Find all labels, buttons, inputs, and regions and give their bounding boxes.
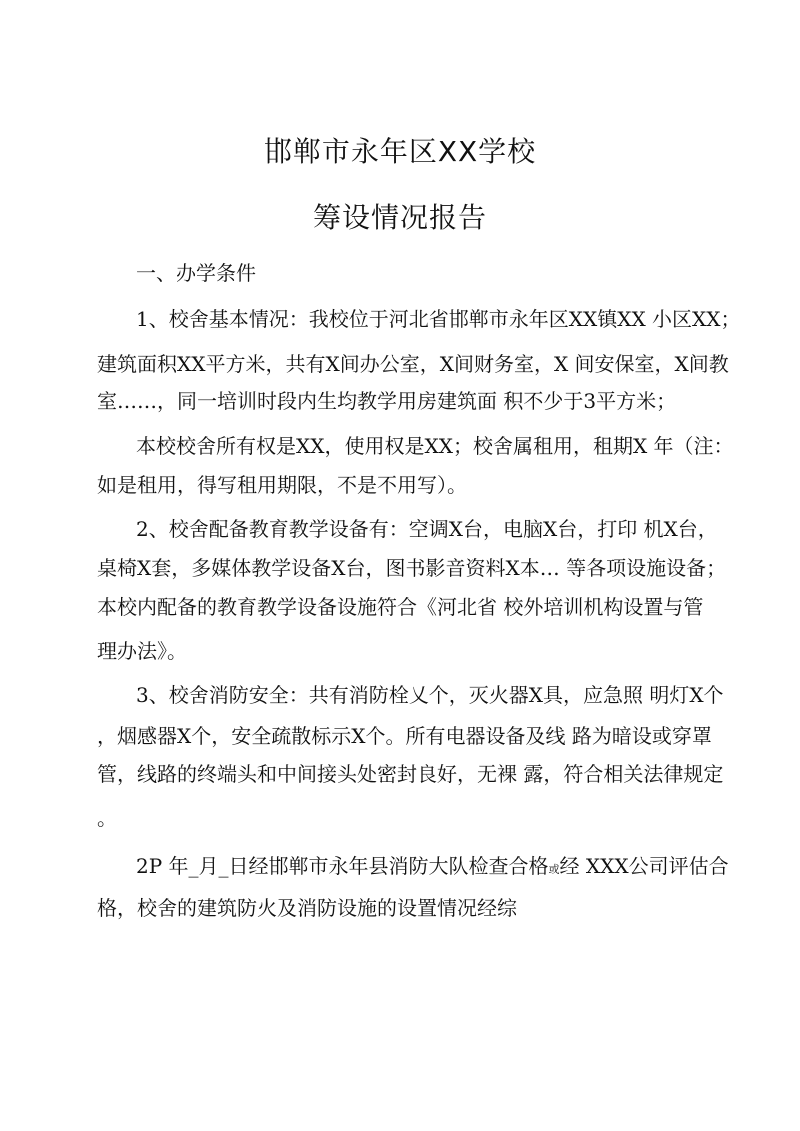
paragraph-line: 格，校舍的建筑防火及消防设施的设置情况经综 bbox=[97, 896, 517, 920]
paragraph-line: ，烟感器X个，安全疏散标示X个。所有电器设备及线 路为暗设或穿罩 bbox=[97, 724, 712, 748]
paragraph-line: 桌椅X套，多媒体教学设备X台，图书影音资料X本… 等各项设施设备； bbox=[97, 556, 727, 580]
paragraph-line: 本校校舍所有权是XX，使用权是XX；校舍属租用，租期X 年（注： bbox=[136, 434, 734, 458]
paragraph-line: 本校内配备的教育教学设备设施符合《河北省 校外培训机构设置与管 bbox=[97, 595, 704, 619]
paragraph-line: 2、校舍配备教育教学设备有：空调X台，电脑X台，打印 机X台， bbox=[136, 517, 718, 541]
paragraph-line: 建筑面积XX平方米，共有X间办公室，X间财务室，X 间安保室，X间教 bbox=[97, 352, 729, 376]
section-heading: 一、办学条件 bbox=[136, 261, 256, 285]
paragraph-text: 经 XXX公司评估合 bbox=[559, 854, 729, 878]
document-title: 邯郸市永年区XX学校 bbox=[263, 135, 537, 168]
paragraph-line: 室……，同一培训时段内生均教学用房建筑面 积不少于3平方米； bbox=[97, 389, 677, 413]
paragraph-line: 理办法》。 bbox=[97, 639, 187, 663]
paragraph-text-small: 或 bbox=[548, 863, 560, 876]
paragraph-line: 3、校舍消防安全：共有消防栓乂个，灭火器X具，应急照 明灯X个 bbox=[136, 683, 724, 707]
paragraph-text: 2P 年_月_日经邯郸市永年县消防大队检查合格 bbox=[136, 854, 549, 878]
document-subtitle: 筹设情况报告 bbox=[312, 201, 487, 234]
paragraph-line: 1、校舍基本情况：我校位于河北省邯郸市永年区XX镇XX 小区XX； bbox=[136, 307, 741, 331]
paragraph-line: 如是租用，得写租用期限，不是不用写）。 bbox=[97, 473, 467, 497]
paragraph-line: 管，线路的终端头和中间接头处密封良好，无裸 露，符合相关法律规定 bbox=[97, 762, 724, 786]
paragraph-line bbox=[136, 853, 729, 883]
paragraph-line: 。 bbox=[97, 806, 117, 830]
